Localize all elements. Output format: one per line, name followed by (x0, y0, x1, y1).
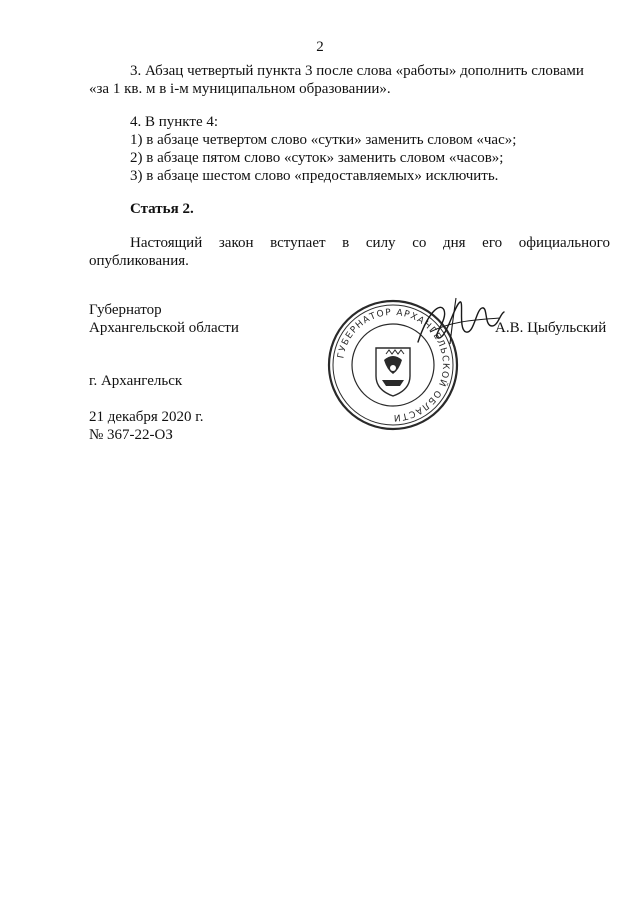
article2-line1-word: закон (218, 235, 254, 251)
article2-line1-word: вступает (270, 235, 326, 251)
article2-title: Статья 2. (130, 201, 194, 217)
article2-line1-word: официального (518, 235, 610, 251)
item4-sub1: 1) в абзаце четвертом слово «сутки» заменить словом «час»; (130, 132, 517, 148)
item3-line2: «за 1 кв. м в i-м муниципальном образовании». (89, 81, 391, 97)
handwritten-signature (410, 292, 510, 352)
place: г. Архангельск (89, 373, 183, 389)
article2-line1-word: со (412, 235, 427, 251)
article2-line1-word: дня (442, 235, 466, 251)
item4-heading: 4. В пункте 4: (130, 114, 219, 130)
article2-line1-word: в (342, 235, 350, 251)
signatory-position-line2: Архангельской области (89, 320, 239, 336)
law-number: № 367-22-ОЗ (89, 427, 173, 443)
seal-ring-text: ГУБЕРНАТОР АРХАНГЕЛЬСКОЙ ОБЛАСТИ (336, 307, 451, 423)
date: 21 декабря 2020 г. (89, 409, 204, 425)
article2-line2: опубликования. (89, 253, 189, 269)
article2-line1-word: силу (365, 235, 396, 251)
item3-line1: 3. Абзац четвертый пункта 3 после слова «работы» дополнить словами (130, 63, 584, 79)
page-number: 2 (316, 39, 324, 55)
item4-sub3: 3) в абзаце шестом слово «предоставляемых» исключить. (130, 168, 499, 184)
article2-line1 (130, 234, 610, 252)
article2-line1-word: Настоящий (130, 235, 203, 251)
signatory-name: А.В. Цыбульский (495, 320, 607, 336)
article2-line1-word: его (482, 235, 503, 251)
signatory-position-line1: Губернатор (89, 302, 162, 318)
coat-of-arms-icon (376, 348, 410, 396)
item4-sub2: 2) в абзаце пятом слово «суток» заменить словом «часов»; (130, 150, 504, 166)
